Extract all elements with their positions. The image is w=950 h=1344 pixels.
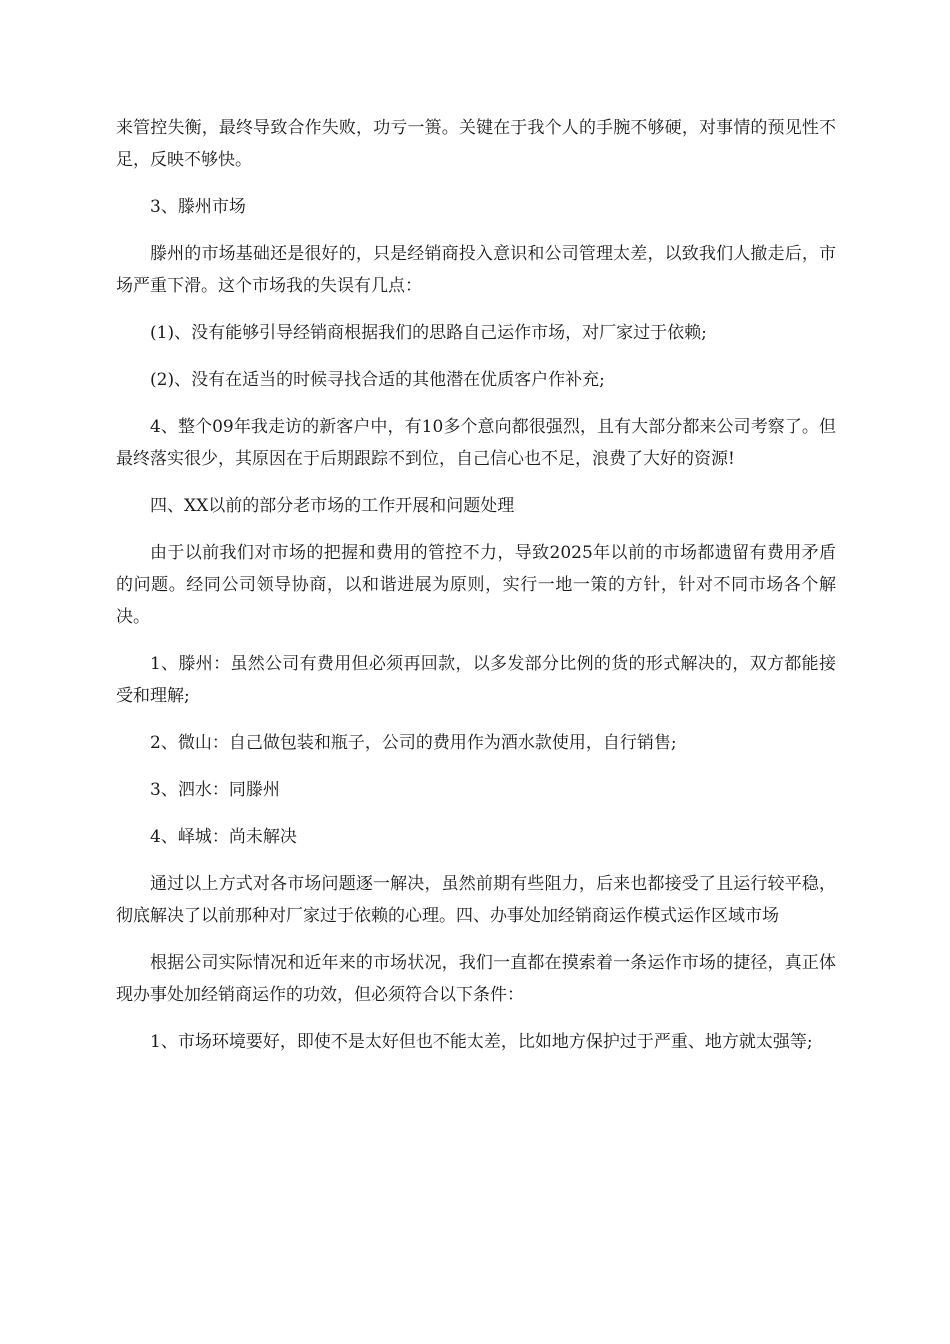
paragraph-tengzhou-market: 滕州的市场基础还是很好的，只是经销商投入意识和公司管理太差，以致我们人撤走后，市场严重下滑。这个市场我的失误有几点： <box>116 244 836 296</box>
list-item-tengzhou: 1、滕州：虽然公司有费用但必须再回款，以多发部分比例的货的形式解决的，双方都能接受和理解; <box>116 654 836 706</box>
heading-tengzhou-market: 3、滕州市场 <box>150 197 246 217</box>
list-item-yicheng: 4、峄城：尚未解决 <box>150 827 297 847</box>
paragraph-old-markets: 由于以前我们对市场的把握和费用的管控不力，导致2025年以前的市场都遗留有费用矛盾的问题。经同公司领导协商，以和谐进展为原则，实行一地一策的方针，针对不同市场各个解决。 <box>116 543 836 627</box>
list-item-weishan: 2、微山：自己做包装和瓶子，公司的费用作为酒水款使用，自行销售; <box>150 733 677 753</box>
list-item-mistake-2: (2)、没有在适当的时候寻找合适的其他潜在优质客户作补充; <box>150 370 605 390</box>
paragraph-resolution-summary: 通过以上方式对各市场问题逐一解决，虽然前期有些阻力，后来也都接受了且运行较平稳，彻底解决了以前那种对厂家过于依赖的心理。四、办事处加经销商运作模式运作区域市场 <box>116 874 836 926</box>
list-item-mistake-1: (1)、没有能够引导经销商根据我们的思路自己运作市场，对厂家过于依赖; <box>150 323 707 343</box>
paragraph-intro-continuation: 来管控失衡，最终导致合作失败，功亏一篑。关键在于我个人的手腕不够硬，对事情的预见性不足，反映不够快。 <box>116 118 836 170</box>
paragraph-operation-model: 根据公司实际情况和近年来的市场状况，我们一直都在摸索着一条运作市场的捷径，真正体现办事处加经销商运作的功效，但必须符合以下条件： <box>116 953 836 1005</box>
list-item-sishui: 3、泗水：同滕州 <box>150 780 280 800</box>
document-page <box>116 112 836 1073</box>
heading-old-markets: 四、XX以前的部分老市场的工作开展和问题处理 <box>150 496 515 516</box>
paragraph-new-clients: 4、整个09年我走访的新客户中，有10多个意向都很强烈，且有大部分都来公司考察了。但最终落实很少，其原因在于后期跟踪不到位，自己信心也不足，浪费了大好的资源! <box>116 417 836 469</box>
list-item-condition-1: 1、市场环境要好，即使不是太好但也不能太差，比如地方保护过于严重、地方就太强等; <box>150 1032 813 1052</box>
